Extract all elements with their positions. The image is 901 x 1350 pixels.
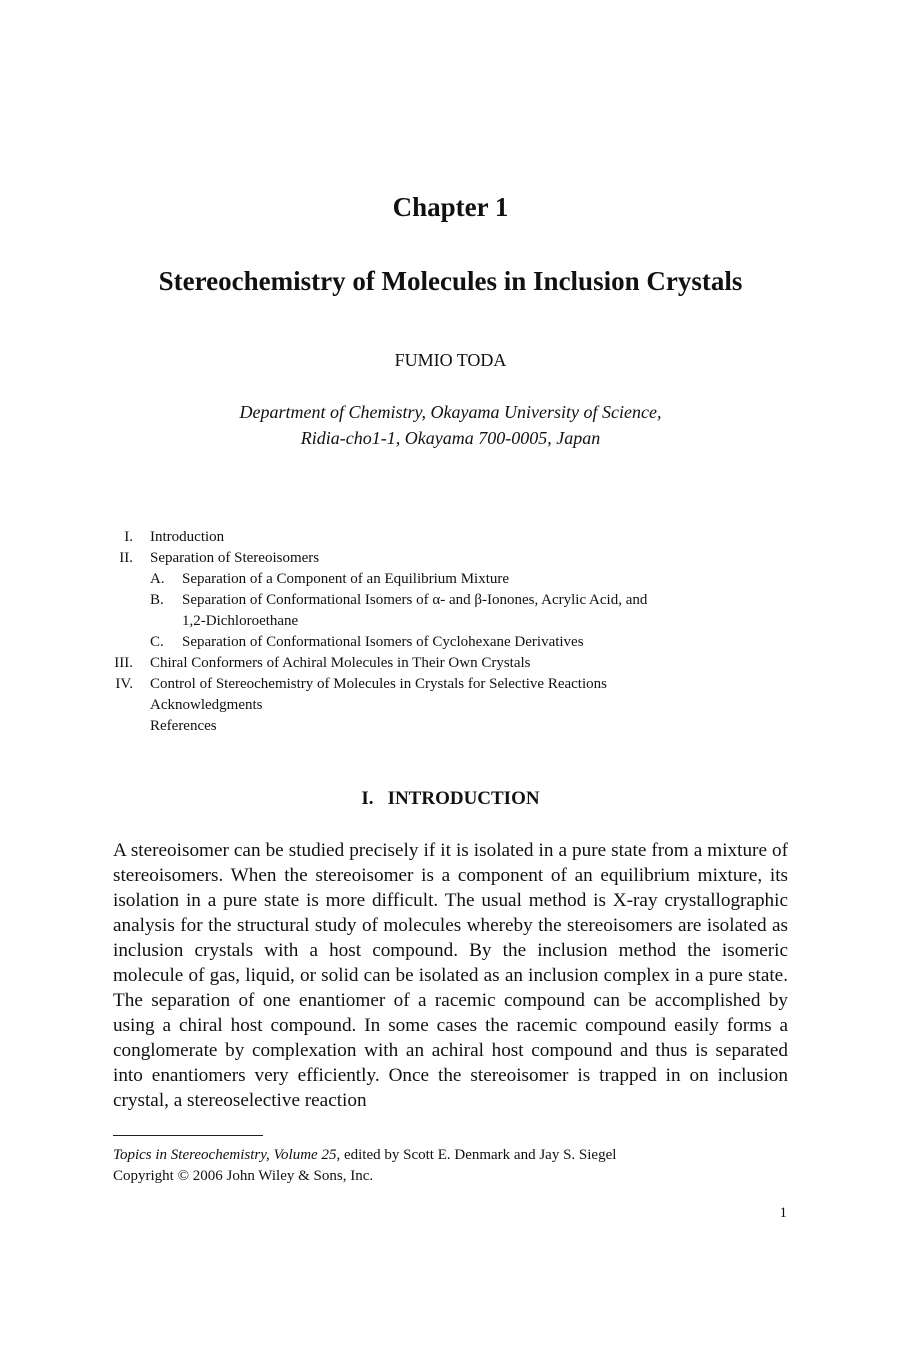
toc-title: Separation of Conformational Isomers of α- and β-Ionones, Acrylic Acid, and (182, 592, 648, 608)
toc-entry-ii-b (113, 590, 763, 611)
section-title: INTRODUCTION (387, 788, 540, 809)
affiliation-line-1: Department of Chemistry, Okayama University of Science, (239, 402, 662, 422)
footnote-divider (113, 1135, 263, 1136)
toc-entry-ii-c (113, 632, 763, 653)
toc-number: IV. (115, 676, 133, 692)
toc-number: I. (124, 529, 133, 545)
toc-number: III. (114, 655, 133, 671)
toc-title: Introduction (150, 529, 225, 545)
toc-title: Control of Stereochemistry of Molecules in Crystals for Selective Reactions (150, 676, 607, 692)
affiliation-line-2: Ridia-cho1-1, Okayama 700-0005, Japan (300, 428, 601, 448)
chapter-label: Chapter 1 (392, 192, 509, 222)
editors-text: , edited by Scott E. Denmark and Jay S. Siegel (336, 1147, 617, 1163)
table-of-contents (113, 527, 763, 737)
footnote (113, 1145, 813, 1187)
toc-title: Acknowledgments (150, 697, 263, 713)
chapter-title: Stereochemistry of Molecules in Inclusion Crystals (158, 266, 743, 296)
toc-entry-i (113, 527, 763, 548)
toc-entry-references (113, 716, 763, 737)
toc-entry-ii-a (113, 569, 763, 590)
toc-number: C. (150, 634, 164, 650)
page-number: 1 (779, 1205, 787, 1221)
toc-entry-iii (113, 653, 763, 674)
footnote-citation (113, 1145, 813, 1166)
toc-title-continued: 1,2-Dichloroethane (182, 613, 299, 629)
author-affiliation (0, 399, 901, 451)
toc-title: Separation of Stereoisomers (150, 550, 320, 566)
body-paragraph: A stereoisomer can be studied precisely if it is isolated in a pure state from a mixture of stereoisomers. When the stereoisomer is a component of an equilibrium mixture, its isolation in a pure state is more difficult. The usual method is X-ray crystallographic analysis for the structural study of molecules whereby the stereoisomers are isolated as inclusion crystals with a host compound. By the inclusion method the isomeric molecule of gas, liquid, or solid can be isolated as an inclusion complex in a pure state. The separation of one enantiomer of a racemic compound can be accomplished by using a chiral host compound. In some cases the racemic compound easily forms a conglomerate by complexation with an achiral host compound and thus is separated into enantiomers very efficiently. Once the stereoisomer is trapped in on inclusion crystal, a stereoselective reaction (113, 840, 788, 1111)
toc-entry-ii (113, 548, 763, 569)
toc-title: Separation of a Component of an Equilibrium Mixture (182, 571, 510, 587)
copyright-line: Copyright © 2006 John Wiley & Sons, Inc. (113, 1168, 374, 1184)
author-name: FUMIO TODA (394, 350, 507, 370)
toc-title: Chiral Conformers of Achiral Molecules in Their Own Crystals (150, 655, 531, 671)
toc-entry-acknowledgments (113, 695, 763, 716)
toc-entry-iv (113, 674, 763, 695)
toc-number: A. (150, 571, 165, 587)
toc-number: B. (150, 592, 164, 608)
section-number: I. (361, 788, 374, 809)
series-title: Topics in Stereochemistry, Volume 25 (113, 1147, 337, 1163)
toc-number: II. (119, 550, 133, 566)
section-heading (0, 788, 901, 810)
toc-title: References (150, 718, 217, 734)
toc-title: Separation of Conformational Isomers of Cyclohexane Derivatives (182, 634, 584, 650)
toc-entry-ii-b-continued (113, 611, 763, 632)
